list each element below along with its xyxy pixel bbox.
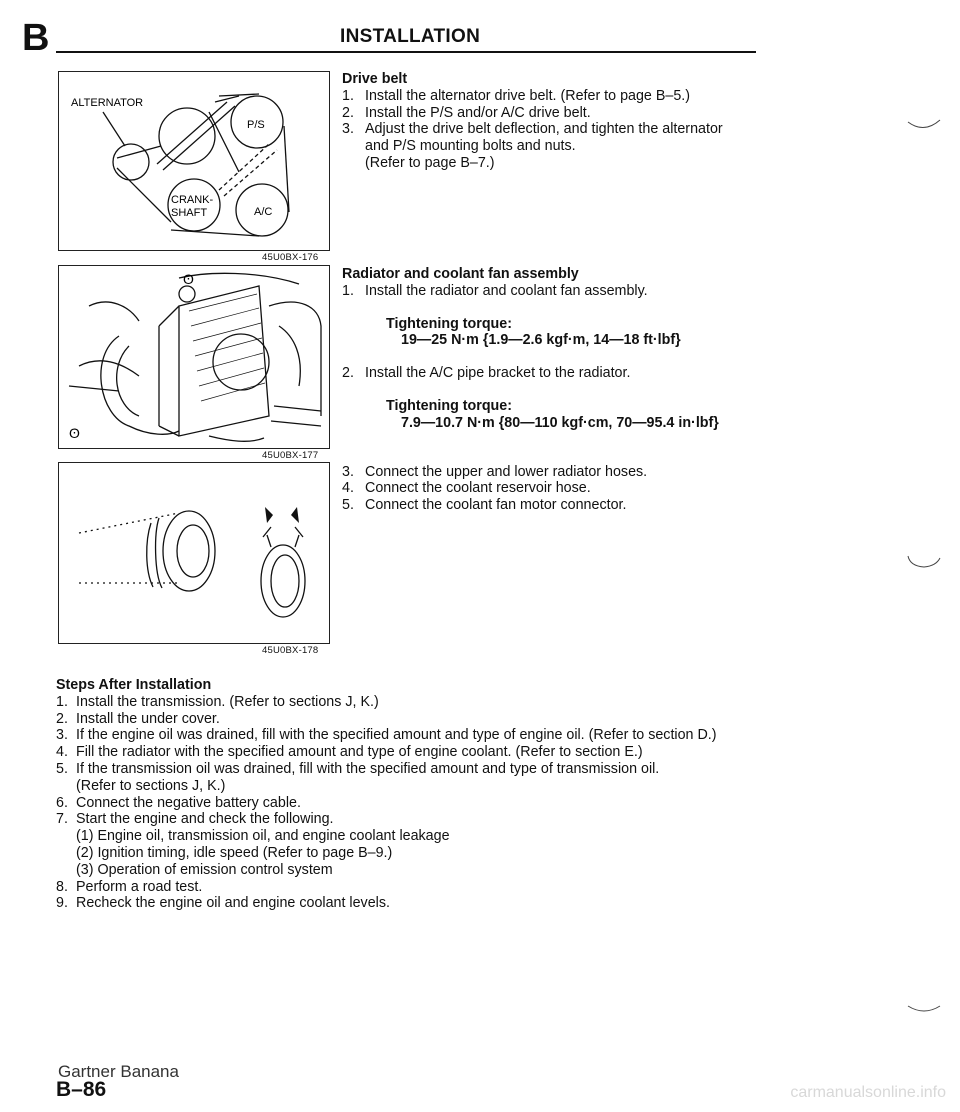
step-text: Connect the coolant fan motor connector.	[365, 497, 627, 514]
step-continuation: (Refer to sections J, K.)	[76, 777, 226, 794]
hose-figure	[58, 462, 330, 644]
sub-step: (3) Operation of emission control system	[76, 861, 333, 878]
list-item	[56, 879, 776, 896]
step-continuation: (Refer to page B–7.)	[365, 154, 495, 171]
arrow-icon	[291, 507, 299, 523]
header-divider	[56, 51, 756, 53]
step-text: Recheck the engine oil and engine coolant levels.	[76, 895, 390, 912]
step-text: If the transmission oil was drained, fill with the specified amount and type of transmission oil.	[76, 760, 660, 777]
list-item	[342, 497, 762, 514]
list-item	[56, 761, 776, 778]
step-text: Connect the upper and lower radiator hoses.	[365, 463, 648, 480]
step-number: 1.	[56, 693, 68, 710]
crankshaft-label-line2: SHAFT	[171, 207, 208, 219]
step-text: Install the transmission. (Refer to sections J, K.)	[76, 693, 379, 710]
step-text: Perform a road test.	[76, 878, 203, 895]
list-item	[56, 811, 776, 828]
step-number: 5.	[342, 497, 354, 514]
radiator-section	[342, 266, 762, 514]
list-item	[56, 694, 776, 711]
step-number: 3.	[56, 727, 68, 744]
drive-belt-section	[342, 71, 762, 172]
callout-glyph: ʘ	[183, 271, 194, 287]
step-text: Fill the radiator with the specified amount and type of engine coolant. (Refer to section E.)	[76, 744, 643, 761]
step-text: Install the A/C pipe bracket to the radiator.	[365, 365, 631, 382]
step-text: Install the alternator drive belt. (Refer to page B–5.)	[365, 87, 691, 104]
binding-mark	[906, 1002, 942, 1016]
radiator-figure	[58, 265, 330, 449]
step-number: 1.	[342, 282, 354, 299]
list-item	[342, 283, 762, 300]
idler-pulley	[113, 144, 149, 180]
step-text: If the engine oil was drained, fill with the specified amount and type of engine oil. (Refer to section D.)	[76, 727, 717, 744]
figure-code: 45U0BX-177	[262, 450, 319, 461]
step-text: Install the P/S and/or A/C drive belt.	[365, 104, 591, 121]
list-item	[56, 895, 776, 912]
step-text: Connect the coolant reservoir hose.	[365, 480, 591, 497]
step-number: 3.	[342, 463, 354, 480]
step-continuation: and P/S mounting bolts and nuts.	[365, 138, 576, 155]
section-heading: Steps After Installation	[56, 677, 212, 693]
list-item	[56, 744, 776, 761]
step-text: Install the under cover.	[76, 710, 220, 727]
step-number: 6.	[56, 794, 68, 811]
radiator-core	[179, 286, 269, 436]
step-number: 4.	[342, 480, 354, 497]
step-number: 2.	[342, 104, 354, 121]
sub-step: (1) Engine oil, transmission oil, and engine coolant leakage	[76, 828, 450, 845]
list-item	[342, 88, 762, 105]
figure-code: 45U0BX-176	[262, 252, 319, 263]
drive-belt-figure	[58, 71, 330, 251]
list-item	[342, 121, 762, 138]
torque-value: 7.9—10.7 N·m {80—110 kgf·cm, 70—95.4 in·lbf}	[401, 414, 719, 431]
step-text: Start the engine and check the following.	[76, 811, 334, 828]
list-item	[342, 365, 762, 382]
list-item	[56, 727, 776, 744]
torque-label: Tightening torque:	[386, 315, 513, 332]
list-item	[56, 711, 776, 728]
watermark: carmanualsonline.info	[790, 1084, 946, 1101]
section-letter: B	[22, 17, 50, 59]
page-title: INSTALLATION	[340, 26, 481, 47]
radiator-illustration	[59, 266, 330, 449]
ps-label: P/S	[247, 119, 265, 131]
footer-note: Gartner Banana	[58, 1062, 179, 1081]
figure-code: 45U0BX-178	[262, 645, 319, 656]
step-number: 5.	[56, 760, 68, 777]
steps-after-installation	[56, 677, 776, 912]
arrow-icon	[265, 507, 273, 523]
crankshaft-label-line1: CRANK-	[171, 194, 214, 206]
sub-step: (2) Ignition timing, idle speed (Refer to page B–9.)	[76, 844, 393, 861]
alternator-label: ALTERNATOR	[71, 97, 144, 109]
list-item	[342, 105, 762, 122]
step-text: Connect the negative battery cable.	[76, 794, 301, 811]
list-item	[342, 480, 762, 497]
step-number: 8.	[56, 878, 68, 895]
callout-glyph: ʘ	[69, 425, 80, 441]
step-number: 7.	[56, 811, 68, 828]
step-text: Adjust the drive belt deflection, and tighten the alternator	[365, 121, 723, 138]
binding-mark	[906, 118, 942, 132]
step-number: 2.	[342, 365, 354, 382]
section-heading: Drive belt	[342, 71, 408, 87]
step-number: 3.	[342, 121, 354, 138]
drive-belt-diagram	[59, 72, 330, 251]
list-item	[56, 795, 776, 812]
step-number: 1.	[342, 87, 354, 104]
step-number: 2.	[56, 710, 68, 727]
page-number: B–86	[56, 1078, 107, 1101]
ac-label: A/C	[254, 206, 273, 218]
torque-label: Tightening torque:	[386, 397, 513, 414]
step-number: 4.	[56, 744, 68, 761]
list-item	[342, 464, 762, 481]
section-heading: Radiator and coolant fan assembly	[342, 266, 579, 282]
binding-mark	[906, 554, 942, 570]
step-number: 9.	[56, 895, 68, 912]
step-text: Install the radiator and coolant fan assembly.	[365, 282, 648, 299]
hose-clamp-illustration	[59, 463, 330, 644]
torque-value: 19—25 N·m {1.9—2.6 kgf·m, 14—18 ft·lbf}	[401, 332, 681, 349]
